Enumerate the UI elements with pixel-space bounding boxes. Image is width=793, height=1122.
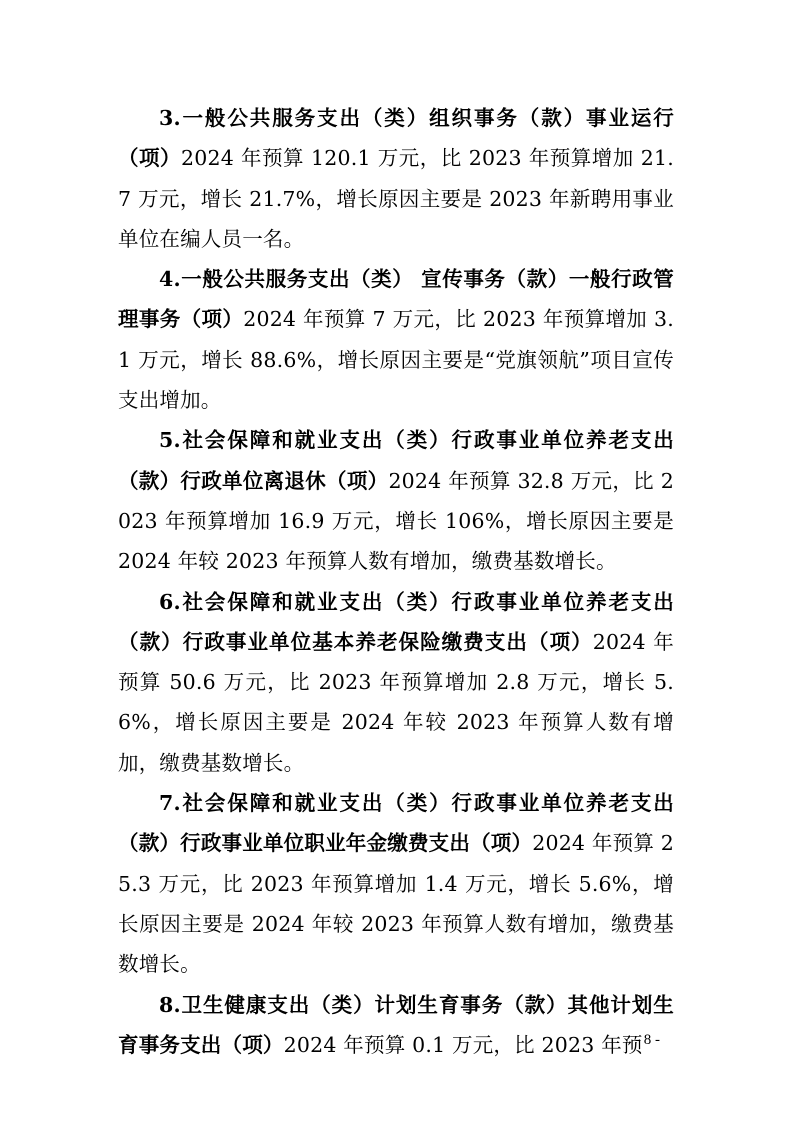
- paragraph-6: [118, 582, 674, 783]
- paragraph-4-text: 2024 年预算 7 万元，比 2023 年预算增加 3.1 万元，增长 88.6%，增长原因主要是“党旗领航”项目宣传支出增加。: [118, 307, 675, 413]
- paragraph-4: [118, 259, 674, 420]
- paragraph-3: [118, 98, 674, 259]
- paragraph-6-heading: 6.社会保障和就业支出（类）行政事业单位养老支出（款）行政事业单位基本养老保险缴费支出（项）: [118, 589, 674, 654]
- paragraph-3-heading: 3.一般公共服务支出（类）组织事务（款）事业运行（项）: [118, 106, 674, 171]
- paragraph-7: [118, 783, 674, 984]
- paragraph-6-text: 2024 年预算 50.6 万元，比 2023 年预算增加 2.8 万元，增长 5.6%，增长原因主要是 2024 年较 2023 年预算人数有增加，缴费基数增长。: [118, 629, 675, 775]
- paragraph-5-heading: 5.社会保障和就业支出（类）行政事业单位养老支出（款）行政单位离退休（项）: [118, 428, 674, 493]
- paragraph-8-text: 2024 年预算 0.1 万元，比 2023 年预: [283, 1032, 643, 1057]
- paragraph-8: [118, 985, 674, 1066]
- paragraph-4-heading: 4.一般公共服务支出（类） 宣传事务（款）一般行政管理事务（项）: [118, 267, 674, 332]
- paragraph-8-heading: 8.卫生健康支出（类）计划生育事务（款）其他计划生育事务支出（项）: [118, 992, 674, 1057]
- paragraph-5-text: 2024 年预算 32.8 万元，比 2023 年预算增加 16.9 万元，增长 106%，增长原因主要是 2024 年较 2023 年预算人数有增加，缴费基数增长。: [118, 468, 674, 574]
- paragraph-7-text: 2024 年预算 25.3 万元，比 2023 年预算增加 1.4 万元，增长 5.6%，增长原因主要是 2024 年较 2023 年预算人数有增加，缴费基数增长。: [118, 831, 674, 977]
- paragraph-3-text: 2024 年预算 120.1 万元，比 2023 年预算增加 21.7 万元，增长 21.7%，增长原因主要是 2023 年新聘用事业单位在编人员一名。: [118, 146, 674, 251]
- document-body: [118, 98, 674, 1065]
- paragraph-5: [118, 420, 674, 581]
- page-number: - 8 -: [635, 1032, 660, 1048]
- paragraph-7-heading: 7.社会保障和就业支出（类）行政事业单位养老支出（款）行政事业单位职业年金缴费支出（项）: [118, 791, 674, 856]
